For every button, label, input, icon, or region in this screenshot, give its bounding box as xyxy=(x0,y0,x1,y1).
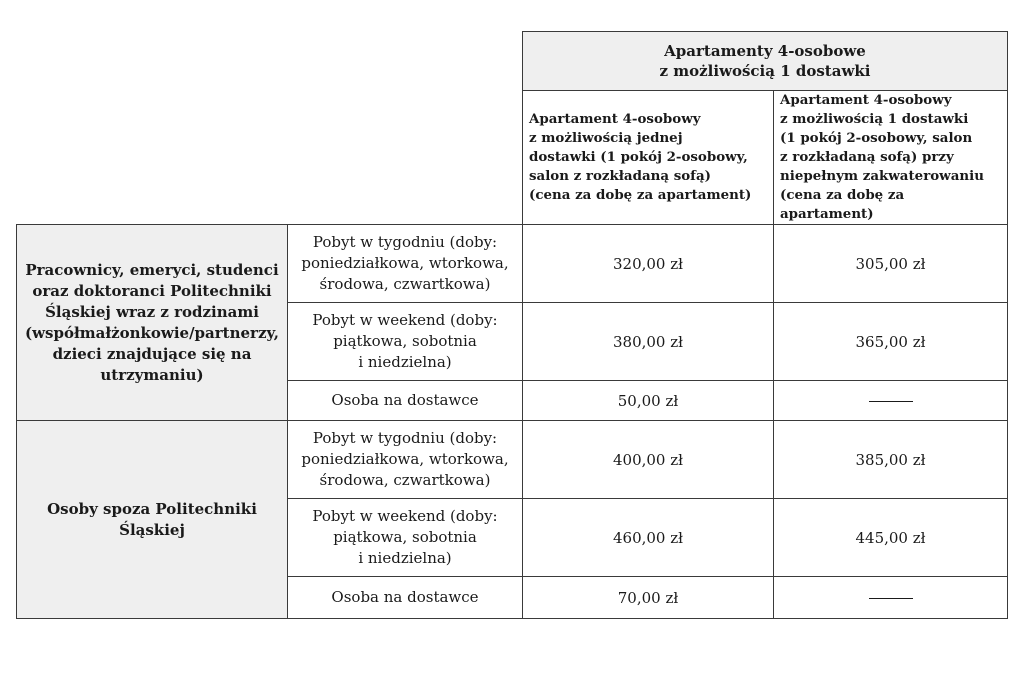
price-cell: 445,00 zł xyxy=(774,499,1008,577)
empty-dash xyxy=(869,401,913,402)
price-cell: 400,00 zł xyxy=(523,421,774,499)
group-header: Apartamenty 4-osobowe z możliwością 1 dostawki xyxy=(523,32,1008,91)
price-cell: 305,00 zł xyxy=(774,225,1008,303)
row-description: Osoba na dostawce xyxy=(288,381,523,421)
price-cell: 320,00 zł xyxy=(523,225,774,303)
price-cell: 70,00 zł xyxy=(523,577,774,619)
price-cell-empty xyxy=(774,577,1008,619)
group-label: Pracownicy, emeryci, studenci oraz doktoranci Politechniki Śląskiej wraz z rodzinami (współmałżonkowie/partnerzy, dzieci znajdujące się na utrzymaniu) xyxy=(17,225,288,421)
row-description: Pobyt w tygodniu (doby: poniedziałkowa, wtorkowa, środowa, czwartkowa) xyxy=(288,421,523,499)
price-cell: 50,00 zł xyxy=(523,381,774,421)
price-table xyxy=(16,31,1008,619)
table-row xyxy=(17,421,1008,499)
price-cell-empty xyxy=(774,381,1008,421)
empty-dash xyxy=(869,598,913,599)
price-cell: 365,00 zł xyxy=(774,303,1008,381)
row-description: Pobyt w weekend (doby: piątkowa, sobotnia i niedzielna) xyxy=(288,303,523,381)
row-description: Pobyt w tygodniu (doby: poniedziałkowa, wtorkowa, środowa, czwartkowa) xyxy=(288,225,523,303)
column-header-full: Apartament 4-osobowy z możliwością jednej dostawki (1 pokój 2-osobowy, salon z rozkładaną sofą) (cena za dobę za apartament) xyxy=(523,91,774,225)
group-label: Osoby spoza Politechniki Śląskiej xyxy=(17,421,288,619)
column-header-partial: Apartament 4-osobowy z możliwością 1 dostawki (1 pokój 2-osobowy, salon z rozkładaną sofą) przy niepełnym zakwaterowaniu (cena za dobę za apartament) xyxy=(774,91,1008,225)
price-cell: 380,00 zł xyxy=(523,303,774,381)
row-description: Pobyt w weekend (doby: piątkowa, sobotnia i niedzielna) xyxy=(288,499,523,577)
empty-corner xyxy=(17,32,523,225)
price-cell: 460,00 zł xyxy=(523,499,774,577)
price-cell: 385,00 zł xyxy=(774,421,1008,499)
row-description: Osoba na dostawce xyxy=(288,577,523,619)
table-row xyxy=(17,225,1008,303)
